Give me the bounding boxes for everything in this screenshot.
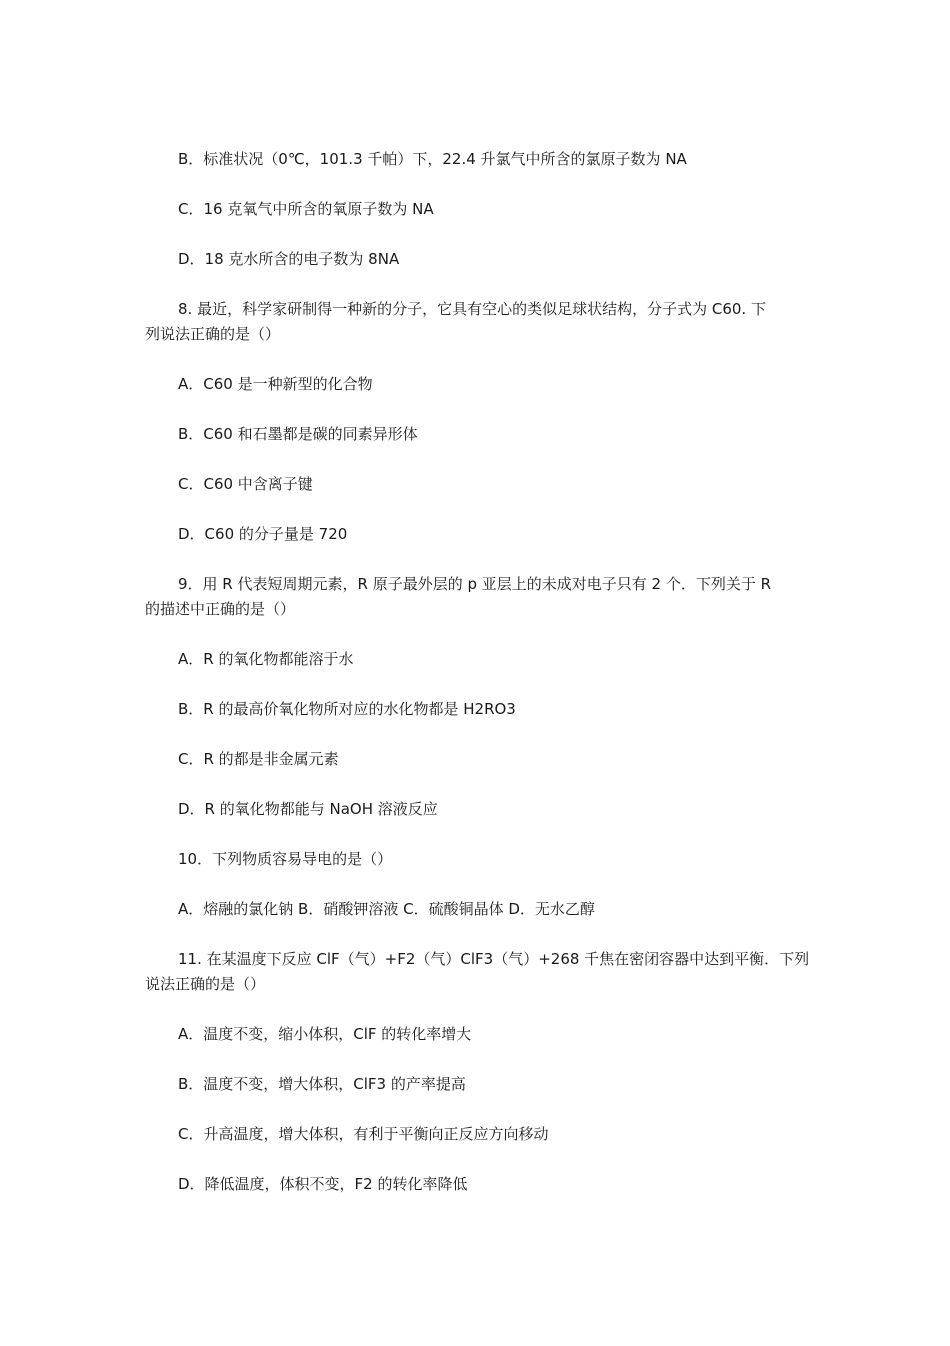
option-b-q8: B．C60 和石墨都是碳的同素异形体	[178, 425, 418, 443]
question-10: 10．下列物质容易导电的是（）	[178, 850, 393, 868]
option-a-q9: A．R 的氧化物都能溶于水	[178, 650, 354, 668]
option-a-q11: A．温度不变，缩小体积，ClF 的转化率增大	[178, 1025, 472, 1043]
option-d-q8: D．C60 的分子量是 720	[178, 525, 348, 543]
option-b-q9: B．R 的最高价氧化物所对应的水化物都是 H2RO3	[178, 700, 516, 718]
question-9-line-1: 9．用 R 代表短周期元素，R 原子最外层的 p 亚层上的未成对电子只有 2 个．下列关于 R	[178, 575, 772, 593]
option-c-q7: C．16 克氧气中所含的氧原子数为 NA	[178, 200, 434, 218]
options-q10: A．熔融的氯化钠 B．硝酸钾溶液 C．硫酸铜晶体 D．无水乙醇	[178, 900, 595, 918]
option-c-q9: C．R 的都是非金属元素	[178, 750, 339, 768]
option-c-q8: C．C60 中含离子键	[178, 475, 313, 493]
option-d-q7: D．18 克水所含的电子数为 8NA	[178, 250, 400, 268]
option-d-q9: D．R 的氧化物都能与 NaOH 溶液反应	[178, 800, 438, 818]
question-8-line-1: 8. 最近，科学家研制得一种新的分子，它具有空心的类似足球状结构，分子式为 C60. 下	[178, 300, 766, 318]
question-9-line-2: 的描述中正确的是（）	[145, 600, 296, 618]
option-b-q7: B．标准状况（0℃，101.3 千帕）下，22.4 升氯气中所含的氯原子数为 NA	[178, 150, 687, 168]
option-b-q11: B．温度不变，增大体积，ClF3 的产率提高	[178, 1075, 466, 1093]
question-11-line-2: 说法正确的是（）	[145, 975, 266, 993]
question-8-line-2: 列说法正确的是（）	[145, 325, 281, 343]
question-11-line-1: 11. 在某温度下反应 ClF（气）+F2（气）ClF3（气）+268 千焦在密闭容器中达到平衡．下列	[178, 950, 810, 968]
option-a-q8: A．C60 是一种新型的化合物	[178, 375, 373, 393]
option-d-q11: D．降低温度，体积不变，F2 的转化率降低	[178, 1175, 468, 1193]
option-c-q11: C．升高温度，增大体积，有利于平衡向正反应方向移动	[178, 1125, 549, 1143]
